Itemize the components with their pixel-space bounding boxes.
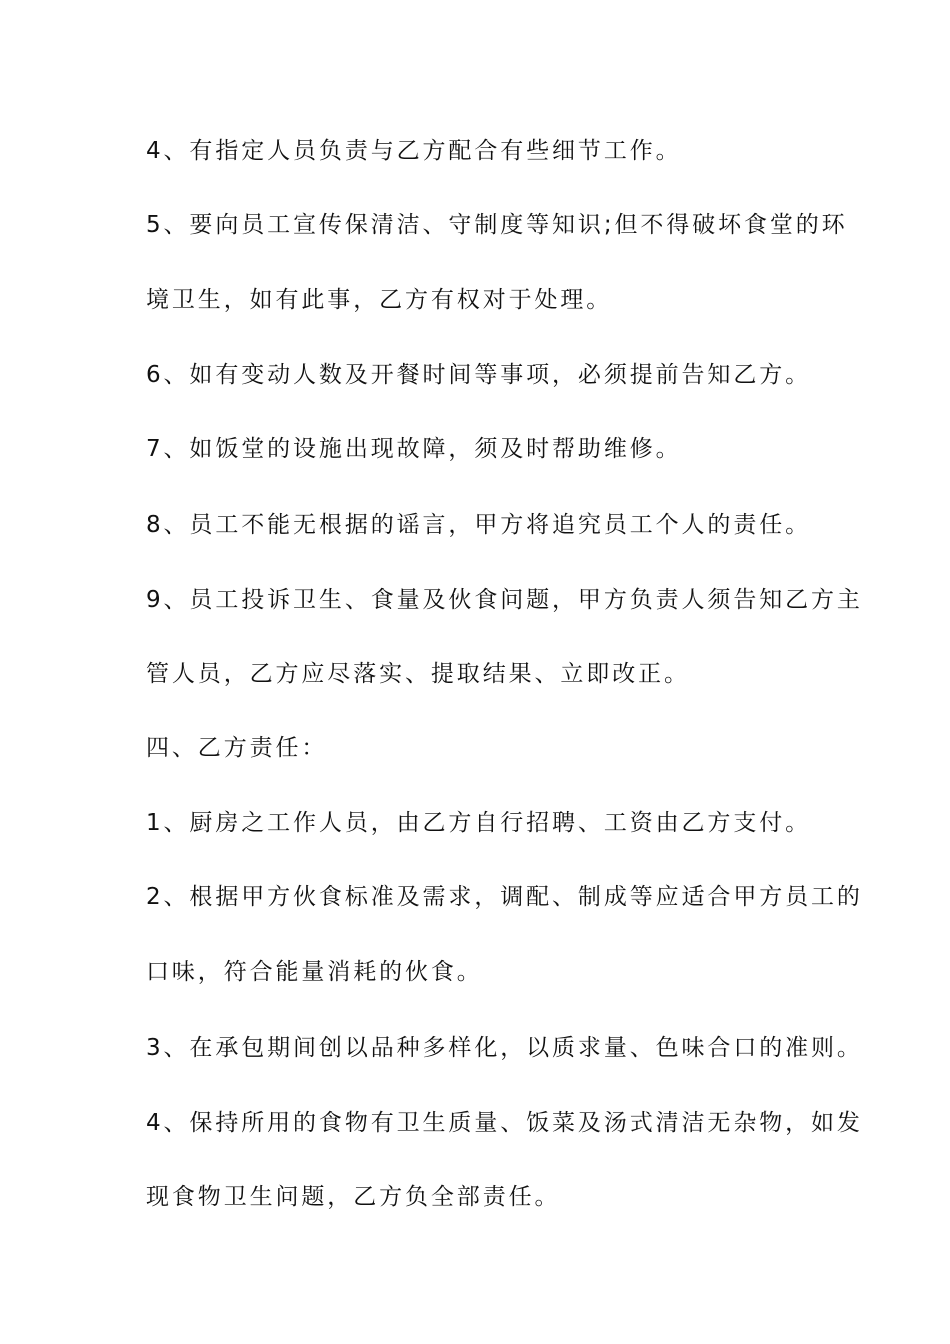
- text-line-3: 境卫生，如有此事，乙方有权对于处理。: [146, 287, 613, 313]
- text-line-1: 4、有指定人员负责与乙方配合有些细节工作。: [146, 138, 682, 164]
- text-line-6: 8、员工不能无根据的谣言，甲方将追究员工个人的责任。: [146, 512, 812, 538]
- section-heading: 四、乙方责任：: [146, 735, 328, 761]
- text-line-15: 现食物卫生问题，乙方负全部责任。: [146, 1184, 561, 1210]
- text-line-4: 6、如有变动人数及开餐时间等事项，必须提前告知乙方。: [146, 362, 812, 388]
- text-line-7: 9、员工投诉卫生、食量及伙食问题，甲方负责人须告知乙方主: [146, 587, 863, 613]
- text-line-12: 口味，符合能量消耗的伙食。: [146, 959, 483, 985]
- text-line-8: 管人员，乙方应尽落实、提取结果、立即改正。: [146, 661, 690, 687]
- text-line-11: 2、根据甲方伙食标准及需求，调配、制成等应适合甲方员工的: [146, 884, 863, 910]
- text-line-13: 3、在承包期间创以品种多样化，以质求量、色味合口的准则。: [146, 1035, 863, 1061]
- text-line-10: 1、厨房之工作人员，由乙方自行招聘、工资由乙方支付。: [146, 810, 812, 836]
- text-line-14: 4、保持所用的食物有卫生质量、饭菜及汤式清洁无杂物，如发: [146, 1110, 863, 1136]
- text-line-2: 5、要向员工宣传保清洁、守制度等知识;但不得破坏食堂的环: [146, 212, 848, 238]
- text-line-5: 7、如饭堂的设施出现故障，须及时帮助维修。: [146, 436, 682, 462]
